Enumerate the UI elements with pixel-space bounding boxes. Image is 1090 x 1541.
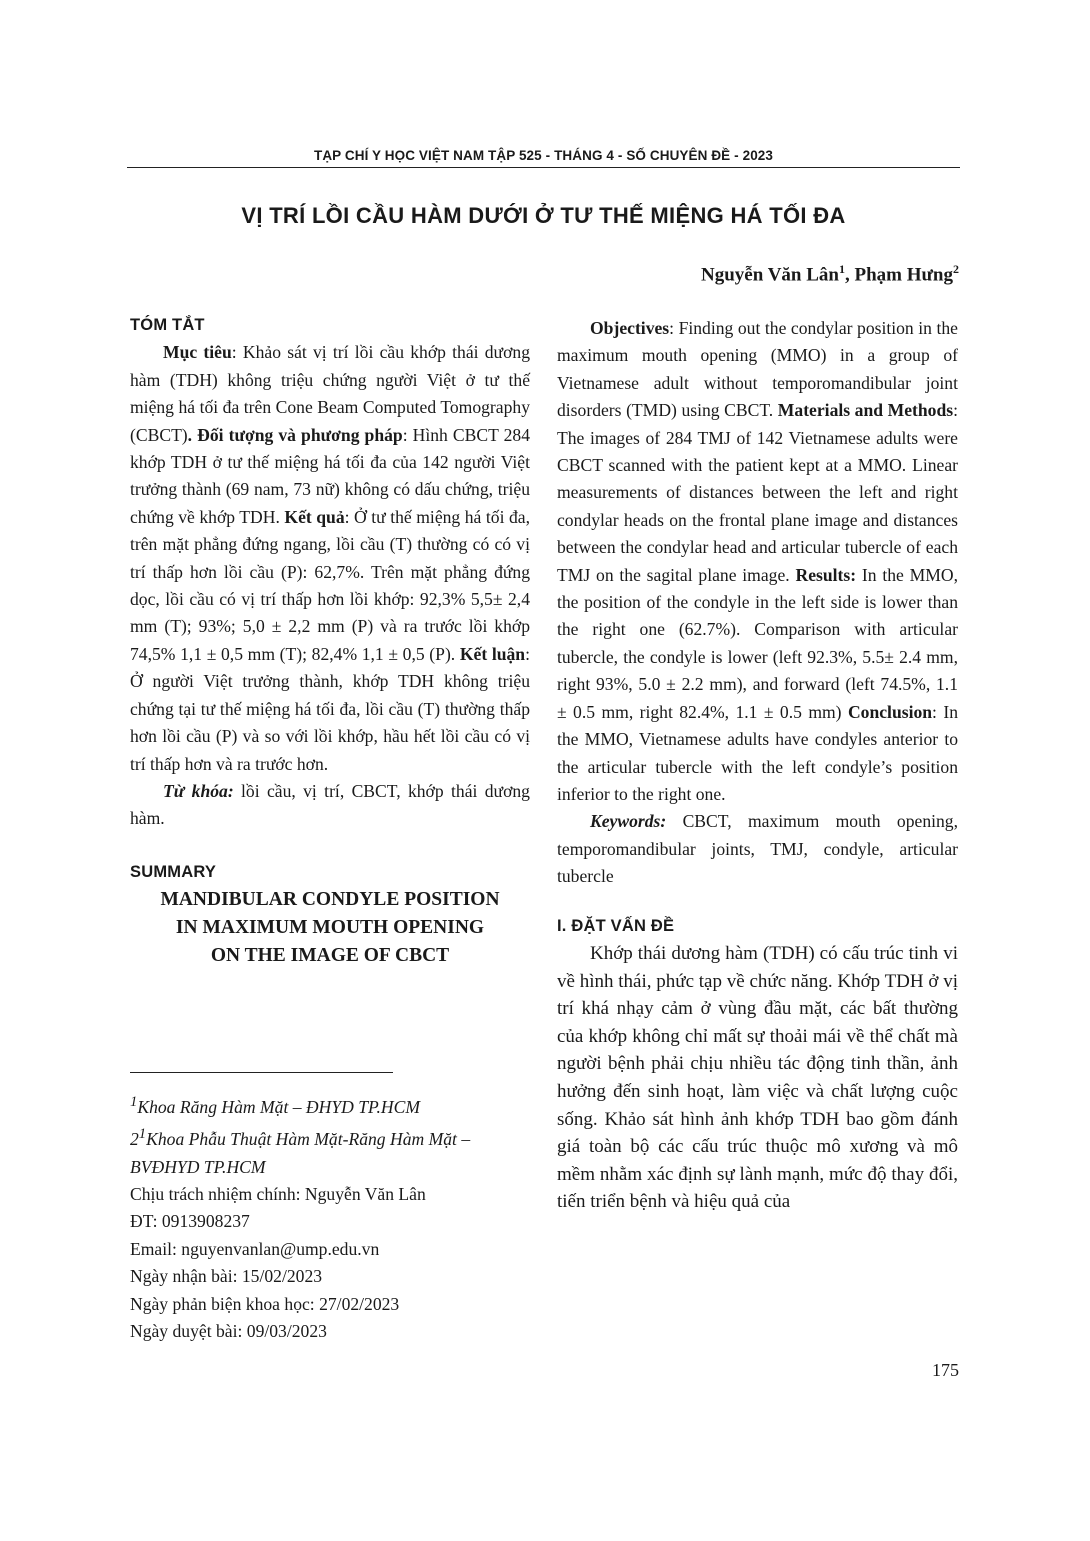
- label: Materials and Methods: [777, 400, 954, 421]
- right-column: [557, 315, 958, 1216]
- affiliation: Khoa Phẫu Thuật Hàm Mặt-Răng Hàm Mặt – BVĐHYD TP.HCM: [130, 1129, 471, 1177]
- label: Kết quả: [284, 506, 345, 527]
- author-name: Phạm Hưng: [854, 264, 953, 286]
- label: Objectives: [590, 318, 670, 338]
- journal-header: TẠP CHÍ Y HỌC VIỆT NAM TẬP 525 - THÁNG 4 - SỐ CHUYÊN ĐỀ - 2023: [313, 148, 774, 163]
- text: lồi cầu, vị trí, CBCT, khớp thái dương hàm.: [130, 780, 530, 829]
- author-name: Nguyễn Văn Lân: [701, 264, 839, 286]
- footnote-line: Ngày phản biện khoa học: 27/02/2023: [130, 1293, 400, 1314]
- section-heading-intro: I. ĐẶT VẤN ĐỀ: [557, 916, 675, 935]
- keywords-vi: [130, 778, 530, 833]
- affiliation: Khoa Răng Hàm Mặt – ĐHYD TP.HCM: [137, 1096, 420, 1117]
- label: Kết luận: [459, 643, 526, 664]
- english-title-line: IN MAXIMUM MOUTH OPENING: [175, 917, 485, 939]
- footnote-line: Ngày duyệt bài: 09/03/2023: [130, 1320, 327, 1341]
- abstract-vi: [130, 339, 530, 778]
- text: : The images of 284 TMJ of 142 Vietnamese adults were CBCT scanned with the patient kept at a MMO. Linear measurements of distances between the left and right condylar heads on the frontal plane image and distances between the condylar head and articular tubercle of each TMJ on the sagital plane image.: [557, 400, 958, 585]
- section-heading-tomtat: TÓM TẮT: [130, 316, 205, 334]
- author-affil: 1: [839, 262, 845, 276]
- text: : Khảo sát vị trí lồi cầu khớp thái dương hàm (TDH) không triệu chứng người Việt ở tư thế miệng há tối đa trên Cone Beam Computed Tomography (CBCT): [130, 342, 530, 445]
- footnote-email[interactable]: Email: nguyenvanlan@ump.edu.vn: [130, 1238, 380, 1259]
- label: . Đối tượng và phương pháp: [187, 424, 403, 445]
- text: : Ở người Việt trưởng thành, khớp TDH không triệu chứng tại tư thế miệng há tối đa, lồi cầu (T) thường thấp hơn lồi cầu (P) và so với lồi khớp, hầu hết lồi cầu có vị trí thấp hơn và ra trước hơn.: [130, 643, 530, 774]
- label: Mục tiêu: [163, 342, 232, 363]
- english-title-line: MANDIBULAR CONDYLE POSITION: [160, 889, 500, 911]
- abstract-en: [557, 315, 958, 808]
- article-title: VỊ TRÍ LỒI CẦU HÀM DƯỚI Ở TƯ THẾ MIỆNG HÁ TỐI ĐA: [241, 203, 846, 228]
- text: : Finding out the condylar position in the maximum mouth opening (MMO) in a group of Vietnamese adult without temporomandibular joint disorders (TMD) using CBCT.: [557, 318, 958, 421]
- text: : Hình CBCT 284 khớp TDH ở tư thế miệng há tối đa của 142 người Việt trưởng thành (69 nam, 73 nữ) không có dấu chứng, triệu chứng về khớp TDH.: [130, 424, 531, 527]
- footnote-line: Chịu trách nhiệm chính: Nguyễn Văn Lân: [130, 1183, 426, 1204]
- footnote-line: ĐT: 0913908237: [130, 1211, 250, 1232]
- left-column: [130, 312, 530, 970]
- english-title-line: ON THE IMAGE OF CBCT: [210, 945, 450, 967]
- text: In the MMO, the position of the condyle in the left side is lower than the right one (62.7%). Comparison with articular tubercle, the condyle is lower (left 92.3%, 5.5± 2.4 mm, right 93%, 5.0 ± 2.2 mm), and forward (left 74.5%, 1.1 ± 0.5 mm, right 82.4%, 1.1 ± 0.5 mm): [557, 564, 958, 722]
- text: CBCT, maximum mouth opening, temporomandibular joints, TMJ, condyle, articular tubercle: [557, 811, 958, 887]
- author-affil: 2: [953, 262, 959, 276]
- text: : In the MMO, Vietnamese adults have condyles anterior to the articular tubercle with the left condyle’s position inferior to the right one.: [557, 701, 958, 804]
- section-heading-summary: SUMMARY: [130, 862, 217, 881]
- footnotes: [130, 1089, 540, 1345]
- label: Từ khóa:: [163, 780, 234, 801]
- header-rule: [127, 167, 960, 168]
- affil-num: 1: [138, 1126, 147, 1143]
- footnote-line: Ngày nhận bài: 15/02/2023: [130, 1266, 323, 1287]
- footnote-rule: [130, 1072, 393, 1073]
- authors: Nguyễn Văn Lân$^1$, Phạm Hưng$^2$: [701, 262, 959, 286]
- affil-num: 1: [130, 1094, 138, 1110]
- intro-paragraph: Khớp thái dương hàm (TDH) có cấu trúc tinh vi về hình thái, phức tạp về chức năng. Khớp TDH ở vị trí khá nhạy cảm ở vùng đầu mặt, các bất thường của khớp không chỉ mất sự thoải mái về thể chất mà người bệnh phải chịu nhiều tác động tinh thần, ảnh hưởng đến sinh hoạt, làm việc và chất lượng cuộc sống. Khảo sát hình ảnh khớp TDH bao gồm đánh giá toàn bộ các cấu trúc thuộc mô xương và mô mềm nhằm xác định sự lành mạnh, mức độ thay đổi, tiến triển bệnh và hiệu quả của: [557, 942, 958, 1213]
- affil-num: 2: [130, 1129, 139, 1150]
- label: Conclusion: [847, 701, 933, 722]
- page-number: 175: [932, 1360, 959, 1380]
- label: Keywords:: [590, 811, 667, 832]
- text: : Ở tư thế miệng há tối đa, trên mặt phẳng đứng ngang, lồi cầu (T) thường có có vị trí thấp hơn lồi cầu (P): 62,7%. Trên mặt phẳng đứng dọc, lồi cầu có vị trí thấp hơn lồi khớp: 92,3% 5,5± 2,4 mm (T); 93%; 5,0 ± 2,2 mm (P) và ra trước lồi khớp 74,5% 1,1 ± 0,5 mm (T); 82,4% 1,1 ± 0,5 (P).: [130, 506, 530, 664]
- label: Results:: [795, 564, 857, 585]
- keywords-en: [557, 808, 958, 890]
